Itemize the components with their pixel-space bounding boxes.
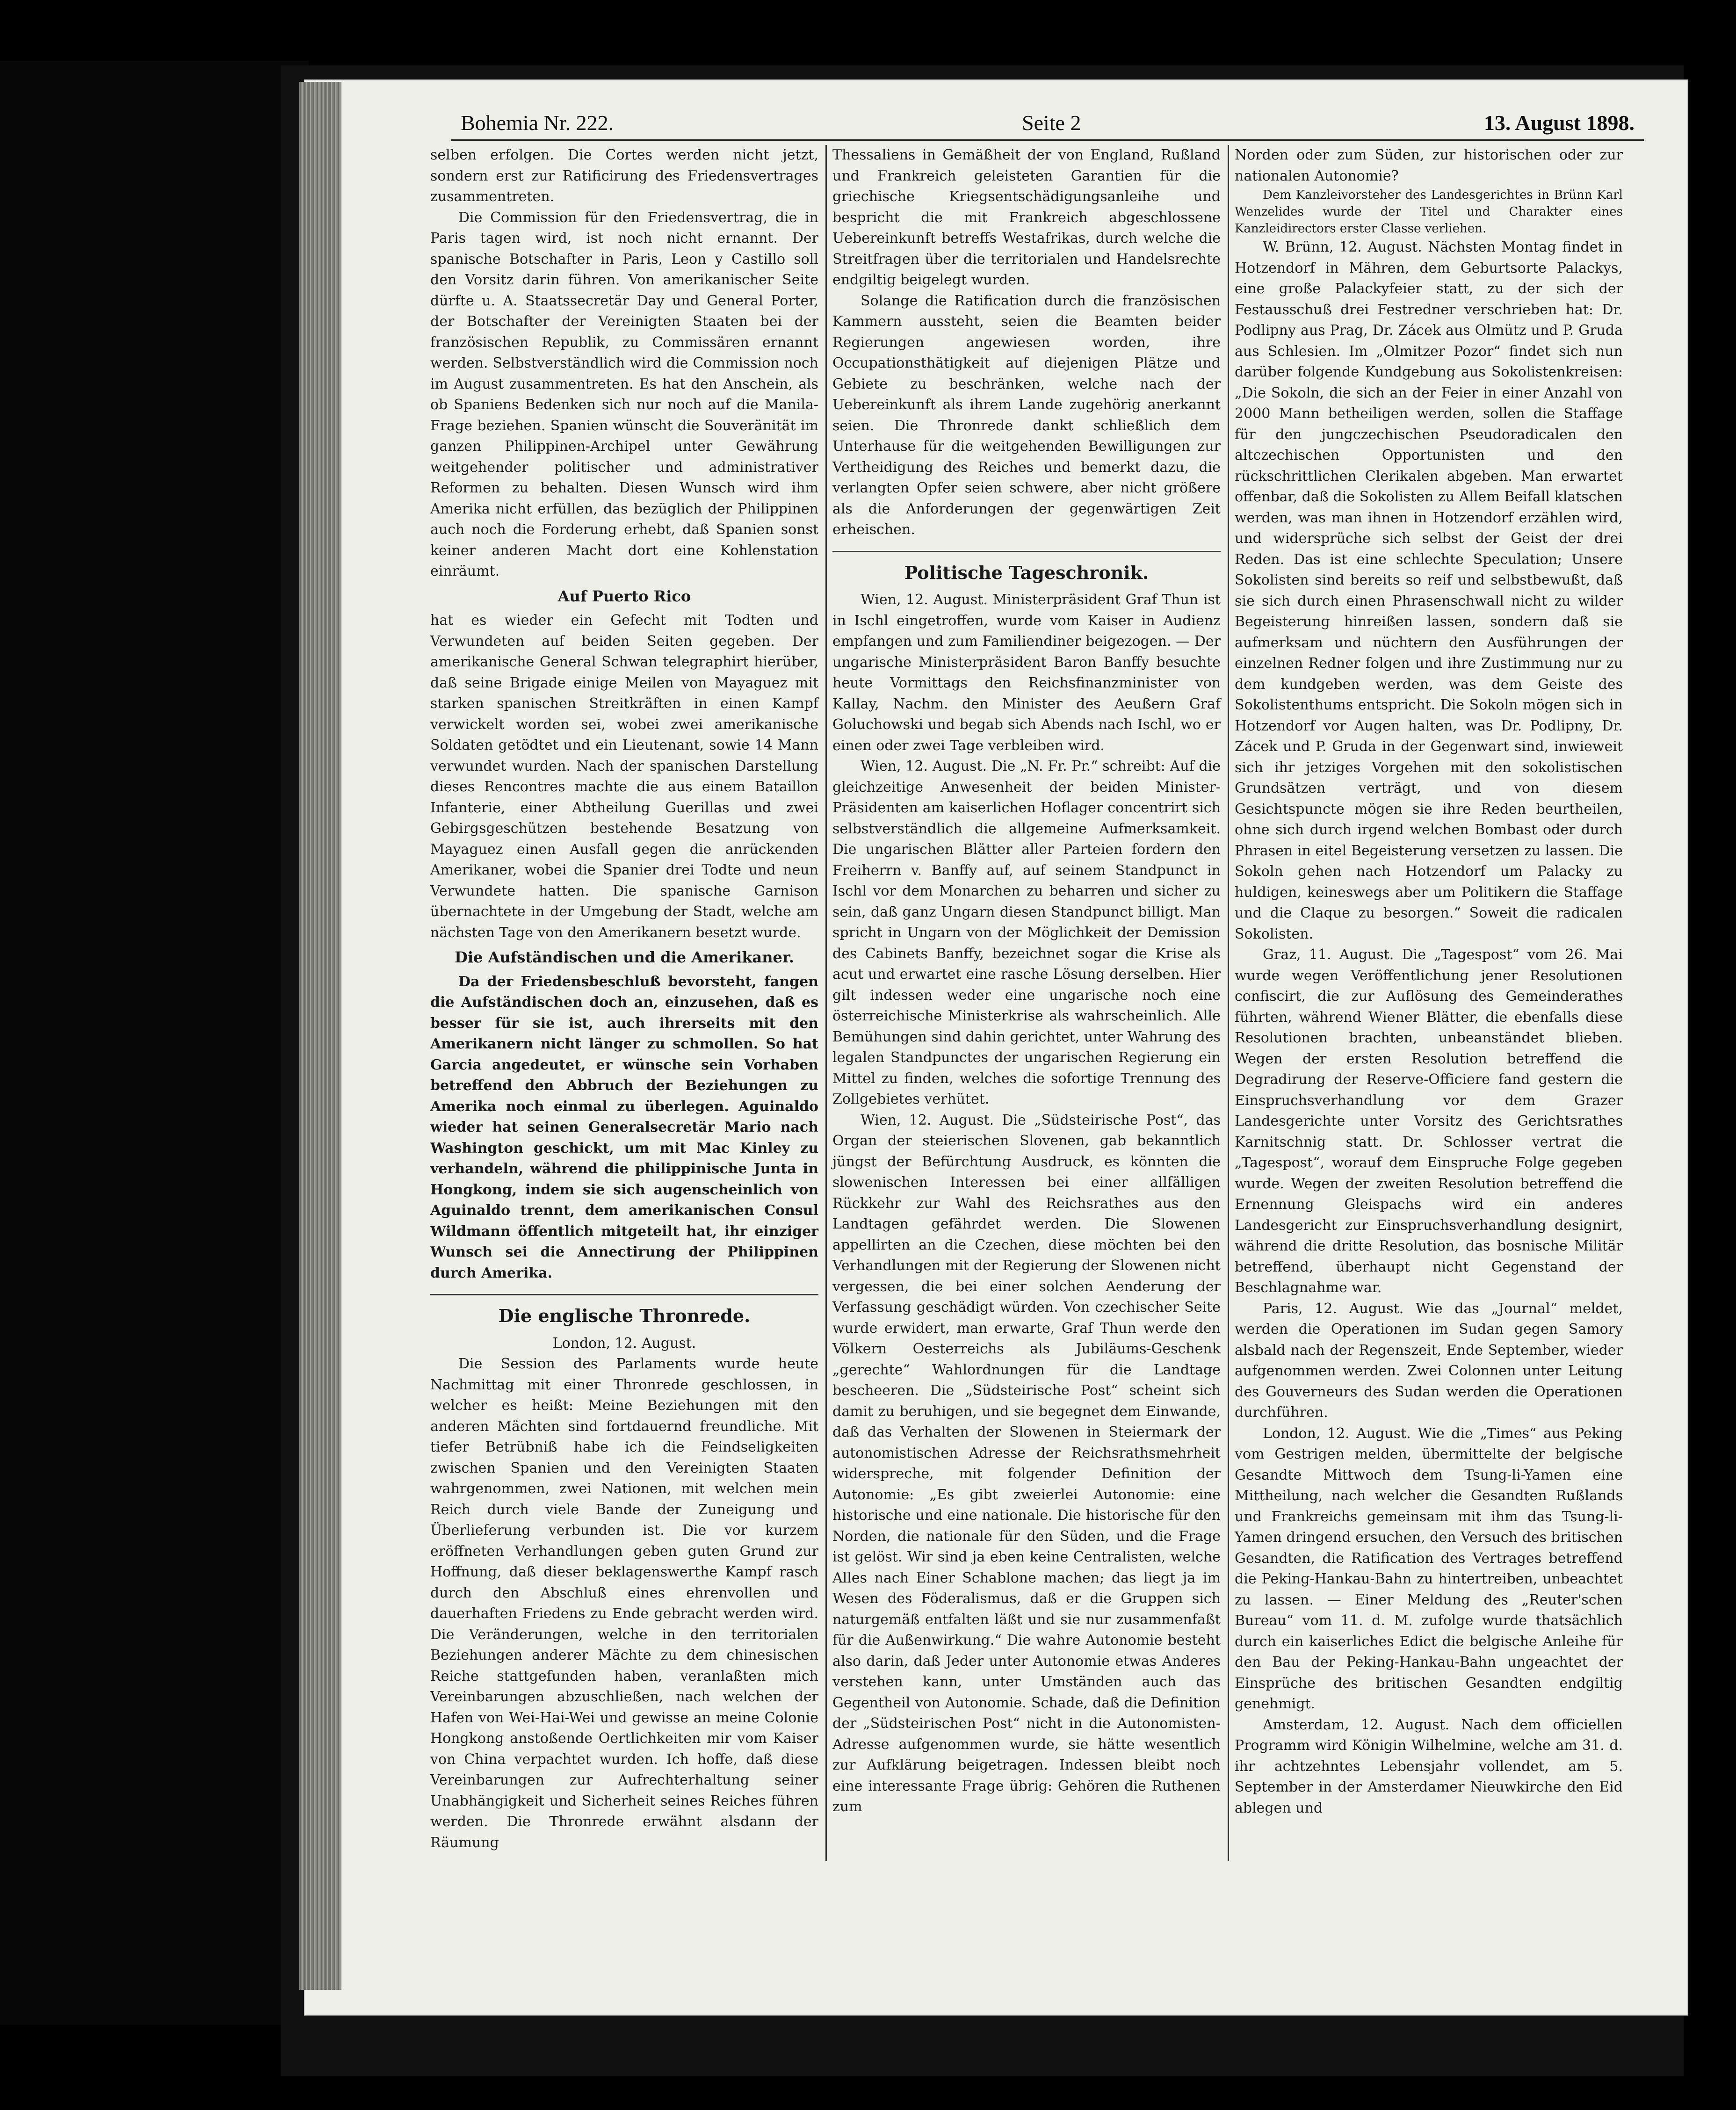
- paragraph: Die Session des Parlaments wurde heute Nachmittag mit einer Thronrede geschlossen, in welcher es heißt: Meine Beziehungen mit den anderen Mächten sind fortdauernd freundliche. Mit tiefer Betrübniß habe ich die Feindseligkeiten zwischen Spanien und den Vereinigten Staaten wahrgenommen, zwei Nationen, mit welchen mein Reich durch viele Bande der Zuneigung und Überlieferung verbunden ist. Die vor kurzem eröffneten Verhandlungen geben guten Grund zur Hoffnung, daß dieser beklagenswerthe Kampf rasch durch den Abschluß eines ehrenvollen und dauerhaften Friedens zu Ende gebracht werden wird. Die Veränderungen, welche in den territorialen Beziehungen anderer Mächte zu dem chinesischen Reiche stattgefunden haben, veranlaßten mich Vereinbarungen abzuschließen, nach welchen der Hafen von Wei-Hai-Wei und gewisse an meine Colonie Hongkong anstoßende Oertlichkeiten mir vom Kaiser von China verpachtet wurden. Ich hoffe, daß diese Vereinbarungen zur Aufrechterhaltung seiner Unabhängigkeit und Sicherheit seines Reiches führen werden. Die Thronrede erwähnt alsdann der Räumung: [430, 1356, 818, 1851]
- paragraph: W. Brünn, 12. August. Nächsten Montag findet in Hotzendorf in Mähren, dem Geburtsorte Palackys, eine große Palackyfeier statt, zu der sich der Festausschuß drei Festredner verschrieben hat: Dr. Podlipny aus Prag, Dr. Zácek aus Olmütz und P. Gruda aus Schlesien. Im „Olmitzer Pozor“ findet sich nun darüber folgende Kundgebung aus Sokolistenkreisen: „Die Sokoln, die sich an der Feier in einer Anzahl von 2000 Mann betheiligen werden, sollen die Staffage für den jungczechischen Pseudoradicalen den altczechischen Opportunisten und den rückschrittlichen Clerikalen abgeben. Man erwartet offenbar, daß die Sokolisten zu Allem Beifall klatschen werden, was man ihnen in Hotzendorf erzählen wird, und widersprüche sich selbst der Geist der drei Reden. Das ist eine schlechte Speculation; Unsere Sokolisten sind bereits so reif und selbstbewußt, daß sie sich durch einen Phrasenschwall nicht zu wilder Begeisterung hinreißen lassen, sondern daß sie aufmerksam und nüchtern den Ausführungen der einzelnen Redner folgen und ihre Zustimmung nur zu dem kundgeben werden, was dem Geiste des Sokolistenthums entspricht. Die Sokoln mögen sich in Hotzendorf vor Augen halten, was Dr. Podlipny, Dr. Zácek und P. Gruda in der Gegenwart sind, inwieweit sich ihr jetziges Vorgehen mit den sokolistischen Grundsätzen verträgt, und von diesem Gesichtspuncte mögen sie ihre Reden beurtheilen, ohne sich durch irgend welchen Bombast oder durch Phrasen in eitel Begeisterung versetzen zu lassen. Die Sokoln gehen nach Hotzendorf um Palacky zu huldigen, keineswegs aber um Politikern die Staffage und die Claque zu besorgen.“ Soweit die radicalen Sokolisten.: [1235, 239, 1623, 942]
- paragraph: Norden oder zum Süden, zur historischen oder zur nationalen Autonomie?: [1235, 147, 1623, 184]
- paragraph: London, 12. August. Wie die „Times“ aus Peking vom Gestrigen melden, übermittelte der belgische Gesandte Mittwoch dem Tsung-li-Yamen eine Mittheilung, nach welcher die Gesandten Rußlands und Frankreichs gemeinsam mit ihm das Tsung-li-Yamen dringend ersuchen, den Versuch des britischen Gesandten, die Ratification des Vertrages betreffend die Peking-Hankau-Bahn zu hintertreiben, unbeachtet zu lassen. — Einer Meldung des „Reuter'schen Bureau“ vom 11. d. M. zufolge wurde thatsächlich durch ein kaiserliches Edict die belgische Anleihe für den Bau der Peking-Hankau-Bahn ungeachtet der Einsprüche des britischen Gesandten endgiltig genehmigt.: [1235, 1425, 1623, 1712]
- paragraph: Graz, 11. August. Die „Tagespost“ vom 26. Mai wurde wegen Veröffentlichung jener Resolutionen confiscirt, die zur Auflösung des Gemeinderathes führten, während Wiener Blätter, die ebenfalls diese Resolutionen brachten, unbeanständet blieben. Wegen der ersten Resolution betreffend die Degradirung der Reserve-Officiere fand gestern die Einspruchsverhandlung vor dem Grazer Landesgerichte unter Vorsitz des Gerichtsrathes Karnitschnig statt. Dr. Schlosser vertrat die „Tagespost“, worauf dem Einspruche Folge gegeben wurde. Wegen der zweiten Resolution betreffend die Ernennung Gleispachs wird ein anderes Landesgericht zur Einspruchsverhandlung designirt, während die dritte Resolution, das bosnische Militär betreffend, überhaupt nicht Gegenstand der Beschlagnahme war.: [1235, 947, 1623, 1296]
- paragraph: hat es wieder ein Gefecht mit Todten und Verwundeten auf beiden Seiten gegeben. Der amerikanische General Schwan telegraphirt hierüber, daß seine Brigade einige Meilen von Mayaguez mit starken spanischen Streitkräften in einen Kampf verwickelt worden sei, wobei zwei amerikanische Soldaten getödtet und ein Lieutenant, sowie 14 Mann verwundet wurden. Nach der spanischen Darstellung dieses Rencontres machte die aus einem Bataillon Infanterie, einer Abtheilung Guerillas und zwei Gebirgsgeschützen bestehende Besatzung von Mayaguez einen Ausfall gegen die anrückenden Amerikaner, wobei die Spanier drei Todte und neun Verwundete hatten. Die spanische Garnison übernachtete in der Umgebung der Stadt, welche am nächsten Tage von den Amerikanern besetzt wurde.: [430, 612, 818, 941]
- column-rule-1: [825, 145, 827, 1861]
- page-stack-edge: [299, 82, 341, 1990]
- section-heading-thronrede: Die englische Thronrede.: [498, 1305, 751, 1326]
- paragraph: Paris, 12. August. Wie das „Journal“ meldet, werden die Operationen im Sudan gegen Samory alsbald nach der Regenszeit, Ende September, wieder aufgenommen werden. Zwei Colonnen unter Leitung des Gouverneurs des Sudan werden die Operationen durchführen.: [1235, 1300, 1623, 1421]
- paragraph: Wien, 12. August. Die „Südsteirische Post“, das Organ der steierischen Slovenen, gab bekanntlich jüngst der Befürchtung Ausdruck, es könnten die slowenischen Interessen bei einer allfälligen Rückkehr zur Wahl des Reichsrathes aus den Landtagen gefährdet werden. Die Slowenen appellirten an die Czechen, diese möchten bei den Verhandlungen mit der Regierung der Slowenen nicht vergessen, die bei einer solchen Aenderung der Verfassung geschädigt würden. Von czechischer Seite wurde erwidert, man erwarte, Graf Thun werde den Völkern Oesterreichs als Jubiläums-Geschenk „gerechte“ Wahlordnungen für die Landtage bescheeren. Die „Südsteirische Post“ scheint sich damit zu beruhigen, und sie begegnet dem Einwande, daß das Verhalten der Slowenen in Steiermark der autonomistischen Adresse der Reichsrathsmehrheit widerspreche, mit folgender Definition der Autonomie: „Es gibt zweierlei Autonomie: eine historische und eine nationale. Die historische für den Norden, die nationale für den Süden, und die Frage ist gelöst. Wir sind ja eben keine Centralisten, welche Alles nach Einer Schablone machen; das liegt ja im Wesen des Föderalismus, daß er die Gruppen sich naturgemäß entfalten läßt und sie nur zusammenfaßt für die Außenwirkung.“ Die wahre Autonomie besteht also darin, daß Jeder unter Autonomie etwas Anderes verstehen kann, unter Umständen auch das Gegentheil von Autonomie. Schade, daß die Definition der „Südsteirischen Post“ nicht in die Autonomisten-Adresse aufgenommen wurde, sie hätte wesentlich zur Aufklärung beigetragen. Indessen bleibt noch eine interessante Frage übrig: Gehören die Ruthenen zum: [832, 1112, 1221, 1815]
- section-divider: [832, 551, 1221, 552]
- column-2: [832, 145, 1221, 1818]
- paragraph: Da der Friedensbeschluß bevorsteht, fangen die Aufständischen doch an, einzusehen, daß es besser für sie ist, auch ihrerseits mit den Amerikanern nicht länger zu schmollen. So hat Garcia angedeutet, er wünsche sein Vorhaben betreffend den Abbruch der Beziehungen zu Amerika noch einmal zu überlegen. Aguinaldo wieder hat seinen Generalsecretär Mario nach Washington geschickt, um mit Mac Kinley zu verhandeln, während die philippinische Junta in Hongkong, indem sie sich augenscheinlich von Aguinaldo trennt, dem amerikanischen Consul Wildmann öffentlich mitgeteilt hat, ihr einziger Wunsch sei die Annectirung der Philippinen durch Amerika.: [430, 973, 818, 1281]
- column-1: [430, 145, 818, 1853]
- paragraph: Solange die Ratification durch die französischen Kammern aussteht, seien die Beamten beider Regierungen angewiesen worden, ihre Occupationsthätigkeit auf diejenigen Plätze und Gebiete zu beschränken, welche nach der Uebereinkunft als ihrem Lande zugehörig anerkannt seien. Die Thronrede dankt schließlich dem Unterhause für die weitgehenden Bewilligungen zur Vertheidigung des Reiches und bemerkt dazu, die verlangten Opfer seien schwere, aber nicht größere als die Anforderungen der gegenwärtigen Zeit erheischen.: [832, 292, 1221, 538]
- header-page-number: Seite 2: [1022, 111, 1081, 135]
- paragraph: Dem Kanzleivorsteher des Landesgerichtes in Brünn Karl Wenzelides wurde der Titel und Charakter eines Kanzleidirectors erster Classe verliehen.: [1235, 188, 1623, 236]
- paragraph: Die Commission für den Friedensvertrag, die in Paris tagen wird, ist noch nicht ernannt. Der spanische Botschafter in Paris, Leon y Castillo soll den Vorsitz darin führen. Von amerikanischer Seite dürfte u. A. Staatssecretär Day und General Porter, der Botschafter der Vereinigten Staaten bei der französischen Republik, zu Commissären ernannt werden. Selbstverständlich wird die Commission noch im August zusammentreten. Es hat den Anschein, als ob Spaniens Bedenken sich nur noch auf die Manila-Frage beziehen. Spanien wünscht die Souveränität im ganzen Philippinen-Archipel unter Gewährung weitgehender politischer und administrativer Reformen zu behalten. Diesen Wunsch wird ihm Amerika nicht erfüllen, das bezüglich der Philippinen auch noch die Forderung erhebt, daß Spanien sonst keiner anderen Macht dort eine Kohlenstation einräumt.: [430, 209, 818, 579]
- scan-background-left: [0, 61, 309, 2025]
- paragraph: Thessaliens in Gemäßheit der von England, Rußland und Frankreich geleisteten Garantien für die griechische Kriegsentschädigungsanleihe und bespricht die mit Frankreich abgeschlossene Uebereinkunft betreffs Westafrikas, durch welche die Streitfragen über die territorialen und Handelsrechte endgiltig beigelegt wurden.: [832, 147, 1221, 288]
- section-heading-tageschronik: Politische Tageschronik.: [904, 562, 1149, 583]
- paragraph: Amsterdam, 12. August. Nach dem officiellen Programm wird Königin Wilhelmine, welche am 31. d. ihr achtzehntes Lebensjahr vollendet, am 5. September in der Amsterdamer Nieuwkirche den Eid ablegen und: [1235, 1716, 1623, 1816]
- header-date: 13. August 1898.: [1483, 111, 1635, 135]
- paragraph: selben erfolgen. Die Cortes werden nicht jetzt, sondern erst zur Ratificirung des Friedensvertrages zusammentreten.: [430, 147, 818, 205]
- section-divider: [430, 1294, 818, 1295]
- paragraph: Wien, 12. August. Ministerpräsident Graf Thun ist in Ischl eingetroffen, wurde vom Kaiser in Audienz empfangen und zum Familiendiner beigezogen. — Der ungarische Ministerpräsident Baron Banffy besuchte heute Vormittags den Reichsfinanzminister von Kallay, Nachm. den Minister des Aeußern Graf Goluchowski und begab sich Abends nach Ischl, wo er einen oder zwei Tage verbleiben wird.: [832, 592, 1221, 754]
- section-heading-aufstaendische: Die Aufständischen und die Amerikaner.: [455, 948, 794, 966]
- paragraph: Wien, 12. August. Die „N. Fr. Pr.“ schreibt: Auf die gleichzeitige Anwesenheit der beiden Minister-Präsidenten am kaiserlichen Hoflager concentrirt sich selbstverständlich die allgemeine Aufmerksamkeit. Die ungarischen Blätter aller Parteien fordern den Freiherrn v. Banffy auf, auf seinem Standpunct in Ischl vor dem Monarchen zu beharren und sicher zu sein, daß ganz Ungarn diesen Standpunct billigt. Man spricht in Ungarn von der Möglichkeit der Demission des Cabinets Banffy, bezeichnet sogar die Krise als acut und erwartet eine rasche Lösung derselben. Hier gilt indessen weder eine ungarische noch eine österreichische Ministerkrise als wahrscheinlich. Alle Bemühungen sind dahin gerichtet, unter Wahrung des legalen Standpunctes der ungarischen Regierung ein Mittel zu finden, welches die sofortige Trennung des Zollgebietes verhütet.: [832, 758, 1221, 1107]
- page-header: [451, 107, 1644, 141]
- dateline: London, 12. August.: [552, 1335, 696, 1351]
- header-masthead: Bohemia Nr. 222.: [461, 111, 614, 135]
- section-heading-puerto-rico: Auf Puerto Rico: [557, 587, 691, 605]
- column-3: [1235, 145, 1623, 1819]
- column-rule-2: [1228, 145, 1229, 1861]
